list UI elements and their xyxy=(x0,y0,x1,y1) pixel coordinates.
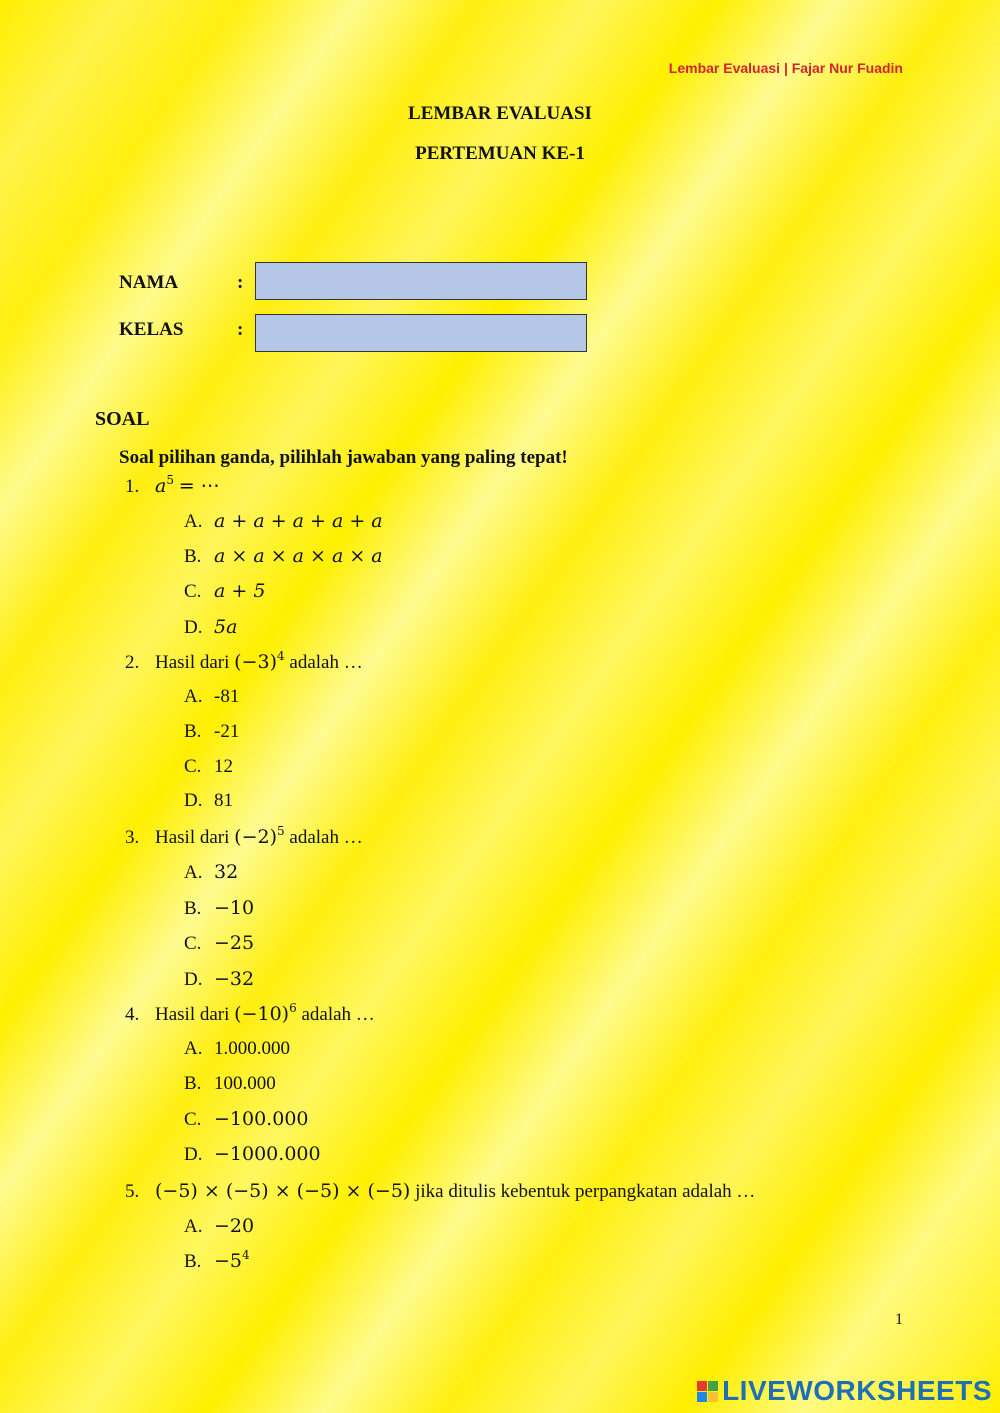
question-prefix: Hasil dari xyxy=(155,827,230,848)
option-letter: B. xyxy=(184,898,202,919)
nama-input[interactable] xyxy=(255,262,587,300)
question-suffix: jika ditulis kebentuk perpangkatan adalah … xyxy=(415,1181,756,1202)
option-1a[interactable] xyxy=(184,510,383,533)
option-text: −100.000 xyxy=(214,1108,309,1130)
option-text: 5a xyxy=(214,616,238,638)
option-text: -81 xyxy=(214,686,240,707)
page-number: 1 xyxy=(895,1311,903,1328)
section-title: SOAL xyxy=(95,408,150,430)
math-base: (−2) xyxy=(234,826,277,848)
liveworksheets-logo[interactable] xyxy=(697,1375,992,1407)
option-letter: A. xyxy=(184,511,203,532)
question-4 xyxy=(125,1003,375,1026)
option-text: a + 5 xyxy=(214,580,266,602)
option-letter: A. xyxy=(184,1216,203,1237)
question-number: 4. xyxy=(125,1004,140,1025)
question-number: 5. xyxy=(125,1181,140,1202)
option-text: 32 xyxy=(214,861,239,883)
option-letter: C. xyxy=(184,933,202,954)
option-text: -21 xyxy=(214,721,240,742)
math-exponent: 4 xyxy=(277,649,285,663)
option-text: −10 xyxy=(214,897,255,919)
option-3a[interactable] xyxy=(184,861,238,884)
option-letter: C. xyxy=(184,756,202,777)
question-number: 1. xyxy=(125,476,140,497)
math-rest: = ⋯ xyxy=(178,475,220,497)
kelas-colon: : xyxy=(237,319,244,340)
option-1c[interactable] xyxy=(184,580,265,603)
option-1d[interactable] xyxy=(184,616,237,639)
option-letter: B. xyxy=(184,721,202,742)
option-4b[interactable] xyxy=(184,1073,276,1095)
question-suffix: adalah … xyxy=(289,827,363,848)
option-letter: C. xyxy=(184,581,202,602)
nama-label: NAMA xyxy=(119,272,179,293)
option-letter: D. xyxy=(184,790,203,811)
math-base: a xyxy=(155,475,167,497)
option-2d[interactable] xyxy=(184,790,233,812)
question-1 xyxy=(125,475,220,498)
math-base: (−10) xyxy=(234,1003,290,1025)
logo-icon xyxy=(697,1381,718,1402)
option-text: 12 xyxy=(214,756,233,777)
option-letter: D. xyxy=(184,617,203,638)
option-text: 100.000 xyxy=(214,1073,276,1094)
math-exponent: 5 xyxy=(166,473,174,487)
option-text: 81 xyxy=(214,790,233,811)
option-text: a + a + a + a + a xyxy=(214,510,383,532)
question-3 xyxy=(125,826,363,849)
option-letter: B. xyxy=(184,546,202,567)
option-letter: D. xyxy=(184,1144,203,1165)
option-3c[interactable] xyxy=(184,932,254,955)
option-letter: A. xyxy=(184,686,203,707)
math-base: −5 xyxy=(214,1250,243,1272)
option-letter: A. xyxy=(184,862,203,883)
option-1b[interactable] xyxy=(184,545,383,568)
option-letter: D. xyxy=(184,969,203,990)
option-text: −25 xyxy=(214,932,255,954)
question-suffix: adalah … xyxy=(289,652,363,673)
question-number: 2. xyxy=(125,652,140,673)
option-5a[interactable] xyxy=(184,1215,254,1238)
option-text: a × a × a × a × a xyxy=(214,545,383,567)
logo-text: LIVEWORKSHEETS xyxy=(722,1375,992,1406)
math-exponent: 6 xyxy=(289,1001,297,1015)
option-letter: A. xyxy=(184,1038,203,1059)
nama-colon: : xyxy=(237,272,244,293)
option-2a[interactable] xyxy=(184,686,239,708)
instruction: Soal pilihan ganda, pilihlah jawaban yang paling tepat! xyxy=(119,447,568,468)
question-number: 3. xyxy=(125,827,140,848)
math-base: (−3) xyxy=(234,651,277,673)
math-exponent: 5 xyxy=(277,824,285,838)
option-3b[interactable] xyxy=(184,897,254,920)
page-title: LEMBAR EVALUASI xyxy=(408,103,592,124)
option-text: −1000.000 xyxy=(214,1143,321,1165)
page-subtitle: PERTEMUAN KE-1 xyxy=(415,143,585,164)
question-suffix: adalah … xyxy=(301,1004,375,1025)
option-text: 1.000.000 xyxy=(214,1038,290,1059)
kelas-label: KELAS xyxy=(119,319,184,340)
option-4c[interactable] xyxy=(184,1108,309,1131)
question-5 xyxy=(125,1180,755,1203)
option-letter: C. xyxy=(184,1109,202,1130)
math-exponent: 4 xyxy=(242,1248,250,1262)
question-prefix: Hasil dari xyxy=(155,652,230,673)
option-2c[interactable] xyxy=(184,756,233,778)
question-prefix: Hasil dari xyxy=(155,1004,230,1025)
header-note: Lembar Evaluasi | Fajar Nur Fuadin xyxy=(668,60,903,76)
math-expression: (−5) × (−5) × (−5) × (−5) xyxy=(155,1180,411,1202)
option-5b[interactable] xyxy=(184,1250,250,1273)
option-2b[interactable] xyxy=(184,721,239,743)
option-text: −20 xyxy=(214,1215,255,1237)
option-letter: B. xyxy=(184,1251,202,1272)
option-4d[interactable] xyxy=(184,1143,321,1166)
option-3d[interactable] xyxy=(184,968,254,991)
option-letter: B. xyxy=(184,1073,202,1094)
question-2 xyxy=(125,651,363,674)
option-text: −32 xyxy=(214,968,255,990)
kelas-input[interactable] xyxy=(255,314,587,352)
option-4a[interactable] xyxy=(184,1038,290,1060)
